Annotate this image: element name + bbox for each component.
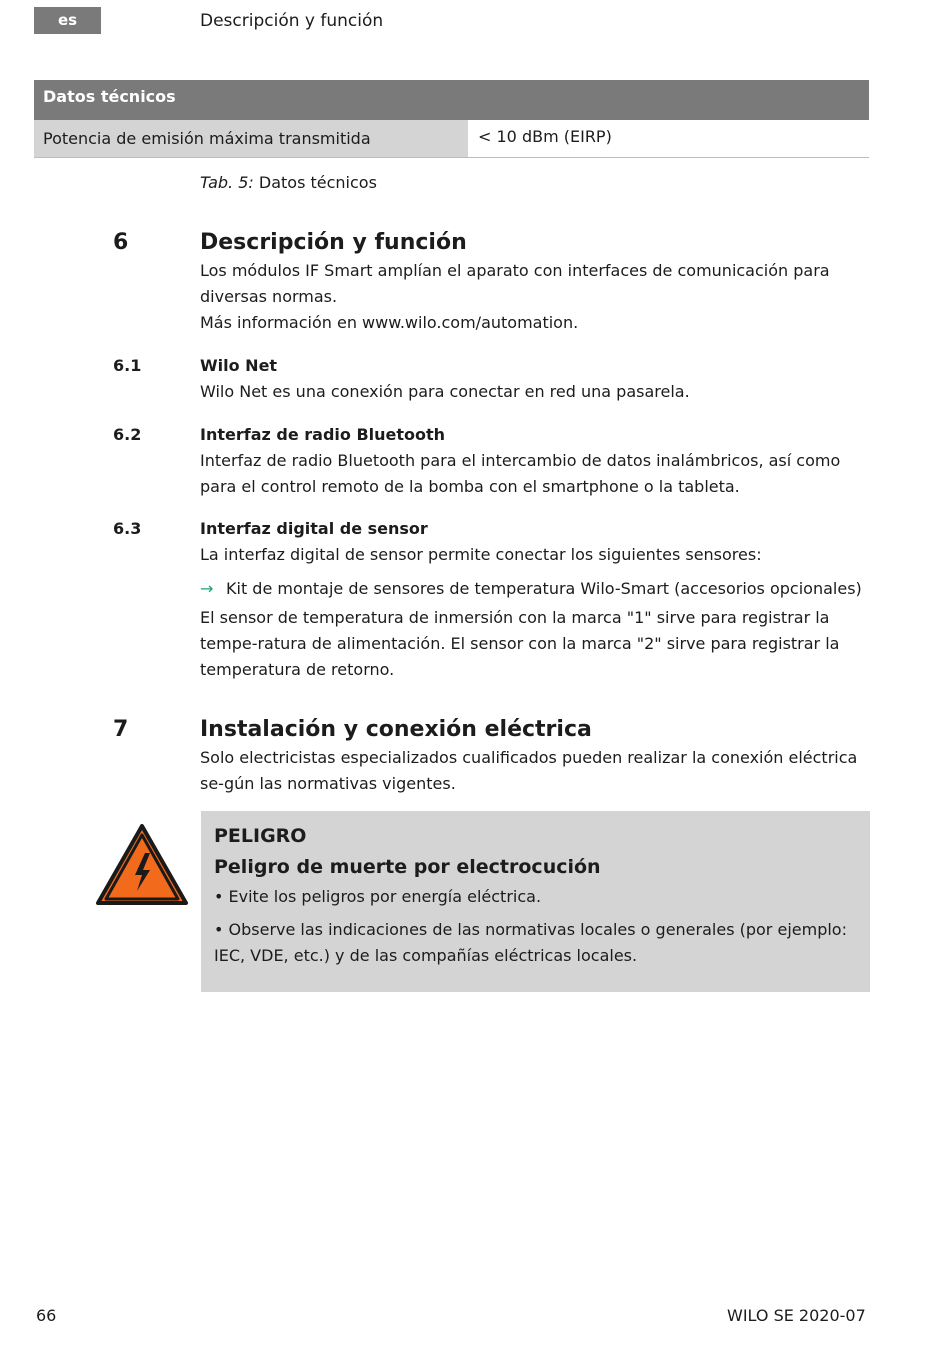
table-caption bbox=[200, 173, 377, 192]
section-6-3-title: Interfaz digital de sensor bbox=[200, 519, 428, 538]
section-6-body: Los módulos IF Smart amplían el aparato con interfaces de comunicación para diversas normas. bbox=[200, 261, 830, 306]
section-6-number: 6 bbox=[113, 230, 129, 255]
footer-publisher: WILO SE 2020-07 bbox=[727, 1306, 866, 1325]
section-6-3-number: 6.3 bbox=[113, 519, 142, 538]
arrow-right-icon: → bbox=[200, 579, 214, 598]
table-cell-key: Potencia de emisión máxima transmitida bbox=[34, 120, 468, 157]
warning-box bbox=[201, 811, 870, 992]
list-item bbox=[200, 578, 872, 600]
caption-text: Datos técnicos bbox=[253, 173, 377, 192]
electrical-hazard-icon bbox=[95, 823, 189, 907]
warning-title: Peligro de muerte por electrocución bbox=[214, 856, 601, 878]
section-6-title: Descripción y función bbox=[200, 230, 467, 255]
warning-item: • Observe las indicaciones de las normativas locales o generales (por ejemplo: IEC, VDE, etc.) y de las compañías eléctricas locales. bbox=[214, 920, 847, 965]
section-7-body: Solo electricistas especializados cualificados pueden realizar la conexión eléctrica se-gún las normativas vigentes. bbox=[200, 748, 858, 793]
page-number: 66 bbox=[36, 1306, 57, 1325]
section-6-3-body-2: El sensor de temperatura de inmersión con la marca "1" sirve para registrar la tempe-ratura de alimentación. El sensor con la marca "2" sirve para registrar la temperatura de retorno. bbox=[200, 608, 840, 679]
section-6-1-number: 6.1 bbox=[113, 356, 142, 375]
section-7-number: 7 bbox=[113, 717, 129, 742]
list-item-text: Kit de montaje de sensores de temperatura Wilo-Smart (accesorios opcionales) bbox=[226, 579, 862, 598]
warning-signal-word: PELIGRO bbox=[214, 825, 307, 847]
section-7-title: Instalación y conexión eléctrica bbox=[200, 717, 592, 742]
section-6-1-title: Wilo Net bbox=[200, 356, 278, 375]
section-6-more-info: Más información en www.wilo.com/automation. bbox=[200, 313, 579, 332]
section-6-2-title: Interfaz de radio Bluetooth bbox=[200, 425, 446, 444]
language-tab: es bbox=[34, 7, 101, 34]
table-row bbox=[34, 120, 869, 158]
section-6-3-body: La interfaz digital de sensor permite conectar los siguientes sensores: bbox=[200, 545, 762, 564]
caption-prefix: Tab. 5: bbox=[200, 173, 254, 192]
section-6-1-body: Wilo Net es una conexión para conectar en red una pasarela. bbox=[200, 382, 690, 401]
running-header-title: Descripción y función bbox=[200, 11, 384, 31]
table-cell-value: < 10 dBm (EIRP) bbox=[478, 127, 612, 146]
warning-item: • Evite los peligros por energía eléctrica. bbox=[214, 887, 542, 906]
section-6-2-body: Interfaz de radio Bluetooth para el intercambio de datos inalámbricos, así como para el control remoto de la bomba con el smartphone o la tableta. bbox=[200, 451, 841, 496]
tech-table-heading: Datos técnicos bbox=[34, 80, 869, 120]
section-6-2-number: 6.2 bbox=[113, 425, 142, 444]
